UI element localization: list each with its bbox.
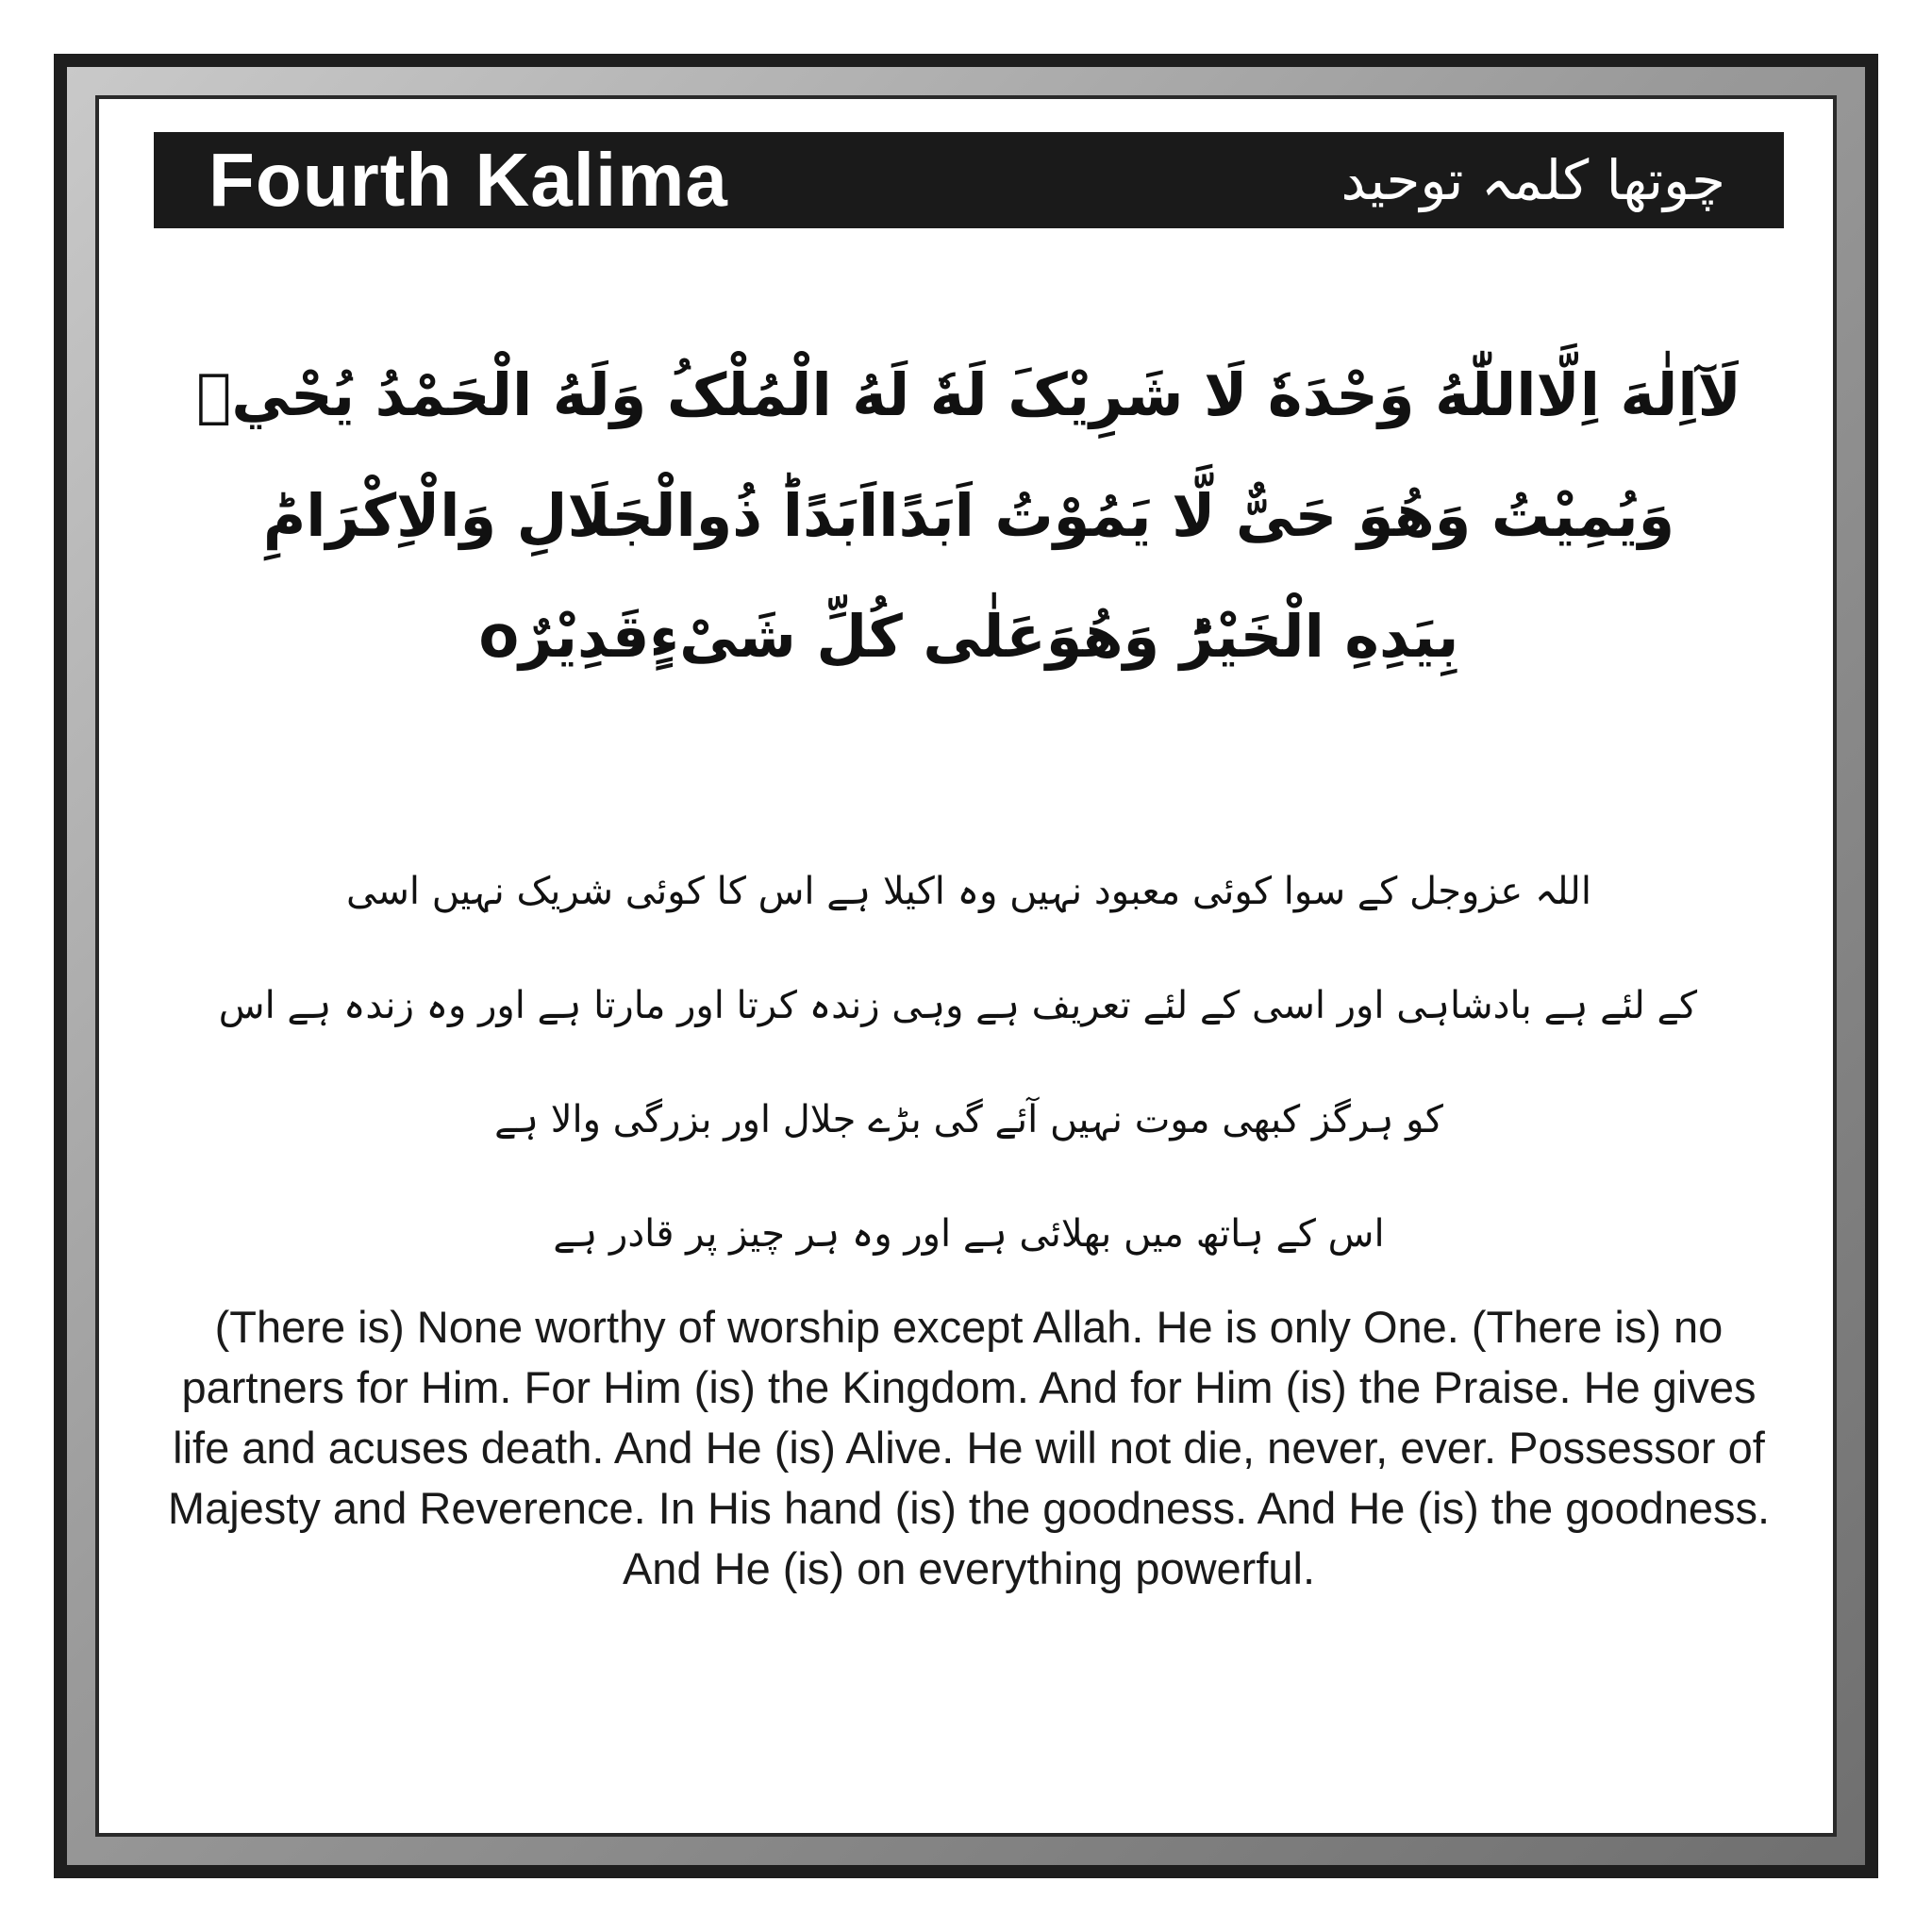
title-bar bbox=[154, 132, 1784, 228]
frame-bevel bbox=[67, 67, 1865, 1865]
urdu-line: اس کے ہاتھ میں بھلائی ہے اور وہ ہر چیز پر قادر ہے bbox=[553, 1212, 1385, 1256]
urdu-line: اللہ عزوجل کے سوا کوئی معبود نہیں وہ اکیلا ہے اس کا کوئی شریک نہیں اسی bbox=[346, 870, 1591, 913]
urdu-line: کے لئے ہے بادشاہی اور اسی کے لئے تعریف ہے وہی زندہ کرتا اور مارتا ہے اور وہ زندہ ہے اس bbox=[218, 984, 1697, 1027]
poster-frame bbox=[54, 54, 1878, 1878]
arabic-line: لَآاِلٰهَ اِلَّااللّٰهُ وَحْدَهٗ لَا شَرِيْکَ لَهٗ لَهُ الْمُلْکُ وَلَهُ الْحَمْدُ يُحْيٖ bbox=[196, 360, 1741, 429]
arabic-line: وَيُمِيْتُ وَهُوَ حَیٌّ لَّا يَمُوْتُ اَبَدًااَبَدًاؕ ذُوالْجَلَالِ وَالْاِکْرَامِؕ bbox=[262, 481, 1675, 550]
title-english: Fourth Kalima bbox=[208, 138, 728, 222]
arabic-kalima bbox=[146, 335, 1791, 697]
poster-panel bbox=[95, 95, 1837, 1837]
arabic-line: بِيَدِهِ الْخَيْرُؕ وَهُوَعَلٰی کُلِّ شَیْءٍقَدِيْرٌo bbox=[478, 602, 1459, 671]
title-urdu: چوتھا کلمہ توحید bbox=[1341, 148, 1725, 212]
urdu-line: کو ہرگز کبھی موت نہیں آئے گی بڑے جلال اور بزرگی والا ہے bbox=[494, 1098, 1443, 1141]
english-translation: (There is) None worthy of worship except Allah. He is only One. (There is) no partners for Him. For Him (is) the Kingdom. And for Him (is) the Praise. He gives life and acuses death. And He (is) Alive. He will not die, never, ever. Possessor of Majesty and Reverence. In His hand (is) the goodness. And He (is) the goodness. And He (is) on everything powerful. bbox=[167, 1302, 1771, 1593]
urdu-translation bbox=[218, 835, 1697, 1291]
